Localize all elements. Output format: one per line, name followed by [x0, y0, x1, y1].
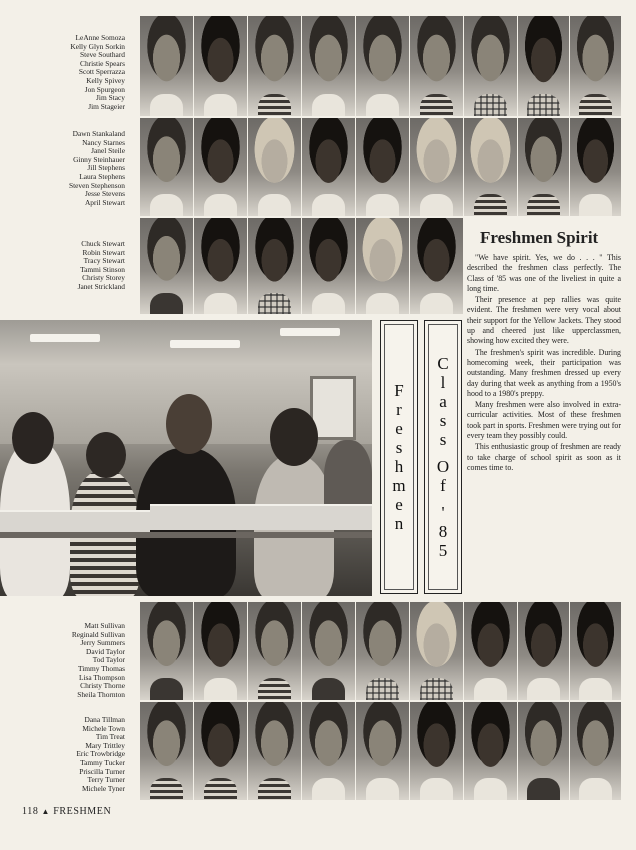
student-name: Jerry Summers	[80, 638, 125, 648]
portrait-photo	[518, 702, 570, 800]
student-name: Matt Sullivan	[84, 621, 125, 630]
desk	[0, 510, 150, 534]
portrait-row-2	[140, 118, 622, 216]
portrait-photo	[194, 118, 248, 216]
student-name: Tracy Stewart	[83, 256, 125, 266]
ceiling-light	[280, 328, 340, 336]
student-name: Jill Stephens	[87, 163, 125, 173]
article-paragraph: The freshmen's spirit was incredible. During homecoming week, their participation was outstanding. Many freshmen dressed up every day during that week as anything from a 1950's hood to a 1980's preppy.	[467, 347, 621, 398]
portrait-photo	[140, 702, 194, 800]
ceiling-light	[170, 340, 240, 348]
title-letter: h	[394, 457, 404, 476]
portrait-photo	[518, 118, 570, 216]
portrait-photo	[140, 218, 194, 314]
name-list-3	[40, 240, 125, 292]
desk	[150, 504, 372, 530]
article-body	[467, 253, 621, 474]
student-name: Michele Tyner	[81, 783, 125, 793]
student-name: Tammi Stinson	[80, 264, 125, 274]
student-name: Eric Trowbridge	[76, 749, 125, 759]
portrait-photo	[140, 16, 194, 116]
portrait-photo	[410, 702, 464, 800]
title-letter: O	[436, 457, 450, 476]
portrait-photo	[570, 118, 622, 216]
student-name: Janel Steile	[91, 146, 125, 156]
portrait-photo	[464, 602, 518, 700]
student-name: Jim Stacy	[96, 93, 125, 103]
portrait-row-5	[140, 702, 622, 800]
title-letter: f	[440, 476, 446, 495]
student-name: Jim Stageier	[88, 101, 125, 111]
page-footer	[22, 806, 111, 817]
portrait-photo	[302, 218, 356, 314]
classroom-photo	[0, 320, 372, 596]
portrait-photo	[248, 16, 302, 116]
portrait-photo	[410, 118, 464, 216]
portrait-photo	[194, 16, 248, 116]
title-letter: n	[394, 514, 404, 533]
page-number: 118	[22, 806, 39, 817]
student-name: Dawn Stankaland	[72, 129, 125, 138]
student-name: Jon Spurgeon	[84, 84, 125, 94]
title-letter: a	[439, 392, 447, 411]
portrait-photo	[356, 602, 410, 700]
portrait-photo	[248, 118, 302, 216]
portrait-photo	[518, 602, 570, 700]
student-name: David Taylor	[86, 646, 125, 656]
title-letter: s	[439, 430, 447, 449]
portrait-photo	[194, 602, 248, 700]
student-name: Scott Sperrazza	[78, 67, 125, 77]
student-name: Reginald Sullivan	[71, 629, 125, 639]
portrait-photo	[410, 602, 464, 700]
portrait-photo	[570, 16, 622, 116]
student-head	[166, 394, 212, 454]
portrait-photo	[194, 218, 248, 314]
portrait-photo	[248, 702, 302, 800]
title-letter: l	[440, 373, 446, 392]
student-name: Tim Treat	[95, 732, 125, 742]
student-name: Ginny Steinhauer	[73, 154, 125, 164]
portrait-photo	[570, 702, 622, 800]
student-name: Christy Storey	[82, 273, 125, 283]
student-name: Steve Southard	[80, 50, 125, 60]
article-paragraph: "We have spirit. Yes, we do . . . " This described the freshmen class perfectly. The Class of '85 was one of the liveliest in quite a long time.	[467, 253, 621, 293]
portrait-row-1	[140, 16, 622, 116]
desk	[0, 532, 372, 538]
title-letter: 5	[438, 541, 448, 560]
student-name: Nancy Starnes	[82, 137, 125, 147]
portrait-photo	[194, 702, 248, 800]
title-letter: s	[439, 411, 447, 430]
name-list-1	[40, 34, 125, 111]
class-of-85-vertical-title	[424, 320, 462, 594]
portrait-photo	[356, 118, 410, 216]
portrait-photo	[248, 218, 302, 314]
article-title: Freshmen Spirit	[480, 228, 599, 247]
freshmen-vertical-title	[380, 320, 418, 594]
student-name: April Stewart	[84, 197, 125, 207]
portrait-photo	[356, 218, 410, 314]
title-letter: '	[441, 503, 445, 522]
portrait-photo	[302, 118, 356, 216]
article-paragraph: Their presence at pep rallies was quite evident. The freshmen were very vocal about their support for the Yellow Jackets. They stood up and cheered just like upperclassmen, showing how excited they were.	[467, 295, 621, 346]
portrait-photo	[518, 16, 570, 116]
student-name: Kelly Glyn Sorkin	[70, 41, 125, 51]
portrait-photo	[140, 602, 194, 700]
student-head	[12, 412, 54, 464]
portrait-photo	[356, 702, 410, 800]
portrait-photo	[464, 16, 518, 116]
portrait-photo	[464, 118, 518, 216]
student-name: LeAnne Somoza	[75, 33, 125, 42]
portrait-row-3	[140, 218, 464, 314]
student-name: Laura Stephens	[79, 171, 125, 181]
portrait-photo	[356, 16, 410, 116]
ceiling-light	[30, 334, 100, 342]
student-name: Janet Strickland	[77, 281, 125, 291]
portrait-row-4	[140, 602, 622, 700]
student-name: Jesse Stevens	[84, 189, 125, 199]
student-name: Steven Stephenson	[68, 180, 125, 190]
portrait-photo	[140, 118, 194, 216]
title-letter: F	[394, 381, 404, 400]
article-paragraph: Many freshmen were also involved in extra-curricular activities. Most of these freshmen took part in sports. Freshmen were trying out for every team they possibly could.	[467, 400, 621, 441]
portrait-photo	[464, 702, 518, 800]
student-name: Robin Stewart	[82, 247, 125, 257]
section-name: FRESHMEN	[53, 806, 112, 817]
student-name: Priscilla Turner	[79, 766, 125, 776]
portrait-photo	[302, 702, 356, 800]
portrait-photo	[570, 602, 622, 700]
article-paragraph: This enthusiastic group of freshmen are ready to take charge of school spirit as soon as it comes time to.	[467, 442, 621, 472]
title-letter: m	[392, 476, 406, 495]
name-list-4	[40, 622, 125, 699]
student-head	[86, 432, 126, 478]
student-name: Chuck Stewart	[81, 239, 125, 248]
student-name: Terry Turner	[87, 775, 125, 785]
title-letter: C	[437, 354, 449, 373]
student-name: Lisa Thompson	[78, 672, 125, 682]
title-letter: 8	[438, 522, 448, 541]
student-name: Tammy Tucker	[80, 757, 125, 767]
title-letter: s	[395, 438, 403, 457]
triangle-icon: ▲	[41, 807, 51, 816]
title-letter: e	[395, 419, 403, 438]
student-name: Kelly Spivey	[86, 75, 125, 85]
title-letter: r	[396, 400, 402, 419]
student-name: Christy Thorne	[80, 681, 125, 691]
student-name: Mary Trittley	[85, 740, 125, 750]
student-name: Timmy Thomas	[77, 663, 125, 673]
title-letter: e	[395, 495, 403, 514]
name-list-5	[40, 716, 125, 793]
portrait-photo	[302, 602, 356, 700]
name-list-2	[40, 130, 125, 207]
portrait-photo	[410, 16, 464, 116]
portrait-photo	[410, 218, 464, 314]
student-name: Sheila Thornton	[77, 689, 125, 699]
student-name: Christie Spears	[80, 58, 125, 68]
student-name: Tod Taylor	[92, 655, 125, 665]
student-name: Dana Tillman	[84, 715, 125, 724]
portrait-photo	[302, 16, 356, 116]
portrait-photo	[248, 602, 302, 700]
student-name: Michele Town	[82, 723, 125, 733]
student-head	[270, 408, 318, 466]
